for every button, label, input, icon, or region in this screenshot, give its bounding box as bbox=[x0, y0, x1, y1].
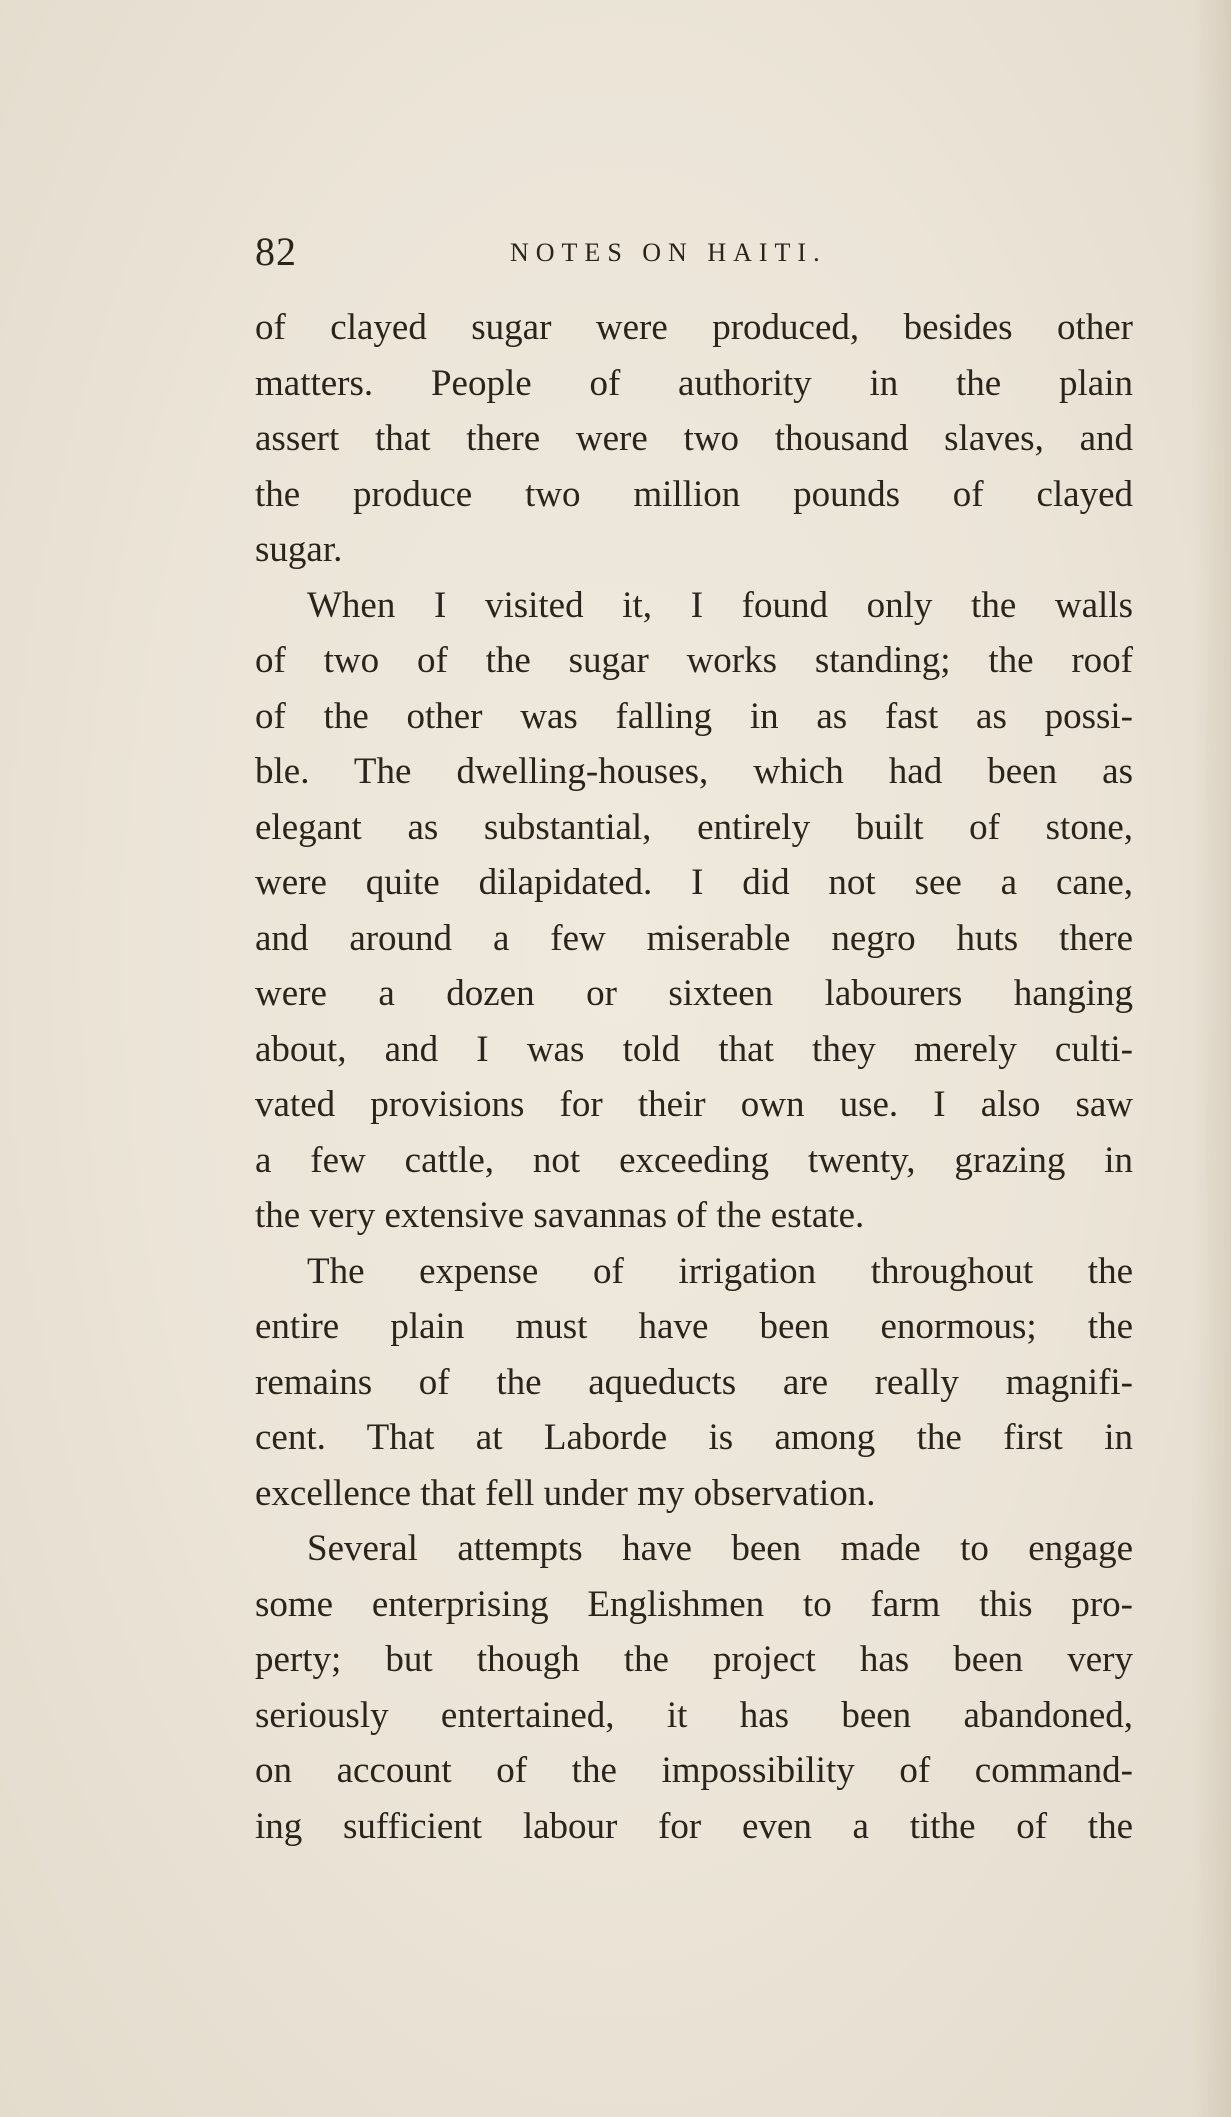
text-line: of two of the sugar works standing; the roof bbox=[255, 640, 1133, 681]
running-head: NOTES ON HAITI. bbox=[510, 238, 827, 267]
text-line: and around a few miserable negro huts there bbox=[255, 917, 1133, 959]
text-line: ble. The dwelling-houses, which had been as bbox=[255, 751, 1133, 792]
body-text bbox=[255, 300, 1133, 1854]
text-line: about, and I was told that they merely culti- bbox=[255, 1028, 1133, 1070]
text-line: The expense of irrigation throughout the bbox=[307, 1250, 1133, 1292]
text-line: entire plain must have been enormous; the bbox=[255, 1306, 1133, 1347]
text-line: the very extensive savannas of the estate. bbox=[255, 1195, 865, 1236]
text-line: ing sufficient labour for even a tithe of the bbox=[255, 1805, 1133, 1847]
text-line: a few cattle, not exceeding twenty, grazing in bbox=[255, 1139, 1133, 1181]
text-line: Several attempts have been made to engage bbox=[307, 1528, 1133, 1569]
text-line: of the other was falling in as fast as possi- bbox=[255, 695, 1133, 737]
text-line: assert that there were two thousand slaves, and bbox=[255, 418, 1133, 459]
text-line: cent. That at Laborde is among the first in bbox=[255, 1417, 1133, 1458]
text-line: excellence that fell under my observation. bbox=[255, 1472, 876, 1514]
text-line: on account of the impossibility of command- bbox=[255, 1750, 1133, 1791]
page-header bbox=[255, 222, 1135, 282]
page-number: 82 bbox=[255, 229, 297, 274]
text-line: matters. People of authority in the plain bbox=[255, 362, 1133, 404]
text-line: sugar. bbox=[255, 529, 343, 570]
text-line: were quite dilapidated. I did not see a cane, bbox=[255, 862, 1133, 903]
text-line: remains of the aqueducts are really magnifi- bbox=[255, 1361, 1133, 1403]
page-edge-shadow bbox=[1191, 0, 1231, 2117]
text-line: elegant as substantial, entirely built of stone, bbox=[255, 806, 1133, 848]
text-line: When I visited it, I found only the walls bbox=[307, 584, 1133, 626]
text-line: were a dozen or sixteen labourers hanging bbox=[255, 973, 1133, 1014]
text-line: vated provisions for their own use. I also saw bbox=[255, 1084, 1133, 1125]
text-line: some enterprising Englishmen to farm this pro- bbox=[255, 1583, 1133, 1625]
text-line: seriously entertained, it has been abandoned, bbox=[255, 1694, 1133, 1736]
text-line: the produce two million pounds of clayed bbox=[255, 473, 1133, 515]
text-line: perty; but though the project has been very bbox=[255, 1639, 1133, 1680]
text-line: of clayed sugar were produced, besides other bbox=[255, 307, 1133, 348]
